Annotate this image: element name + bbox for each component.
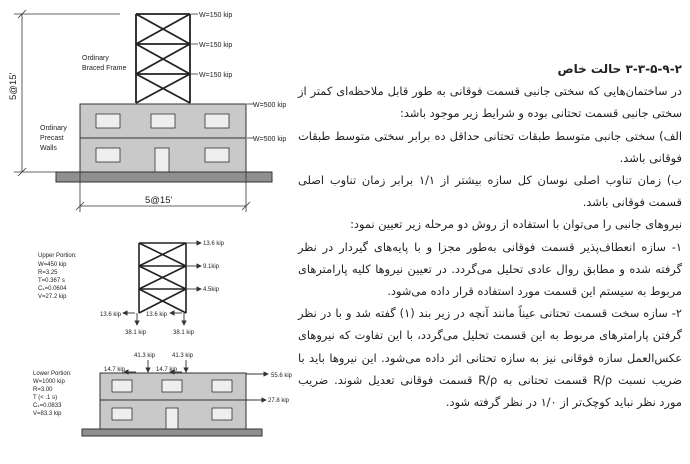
- height-dimension-label: 5@15': [8, 72, 19, 100]
- upper-param: R=3.25: [38, 270, 58, 276]
- condition-a: الف) سختی جانبی متوسط طبقات تحتانی حداقل ده برابر سختی متوسط طبقات فوقانی باشد.: [298, 128, 682, 165]
- lower-param: Cₛ=0.0833: [33, 403, 62, 409]
- step-2: ۲- سازه سخت قسمت تحتانی عیناً مانند آنچه در زیر بند (۱) گفته شد و با در نظر گرفتن پارامترهای مربوط به این قسمت تحلیل می‌گردد، با این تفاوت که نیروهای عکس‌العمل سازه فوقانی نیز به سازه تحتانی اثر داده می‌شود. این نیروها باید با ضریب نسبت R/ρ قسمت تحتانی به R/ρ قسمت فوقانی تعدیل شوند. ضریب مورد نظر نباید کوچک‌تر از ۱/۰ در نظر گرفته شود.: [298, 306, 683, 410]
- upper-param: Cₛ=0.0604: [38, 286, 67, 292]
- lower-param: V=83.3 kip: [33, 411, 62, 417]
- upper-param: T=0.367 s: [38, 278, 65, 284]
- top-elevation: [8, 10, 286, 212]
- lower-param: T (< .1 s): [33, 395, 58, 401]
- upper-portion-title: Upper Portion:: [38, 253, 77, 259]
- lower-portion-title: Lower Portion:: [33, 371, 72, 377]
- braced-frame-label: Ordinary: [82, 55, 109, 62]
- lower-ground-slab: [82, 429, 262, 436]
- upper-base-shear: 13.6 kip: [100, 312, 122, 318]
- lower-param: R=3.00: [33, 387, 53, 393]
- lower-top-shear: 14.7 kip: [156, 367, 178, 373]
- upper-lateral-force: 4.5kip: [203, 287, 220, 293]
- body-paragraph: نیروهای جانبی را می‌توان با استفاده از روش دو مرحله زیر تعیین نمود:: [350, 217, 682, 232]
- upper-portion-diagram: [38, 241, 225, 336]
- floor-load-label: W=500 kip: [253, 136, 287, 143]
- lower-top-shear: 14.7 kip: [104, 367, 126, 373]
- precast-walls-label: Walls: [40, 145, 57, 152]
- upper-base-reaction: 38.1 kip: [125, 330, 147, 336]
- upper-base-shear: 13.6 kip: [146, 312, 168, 318]
- lower-param: W=1000 kip: [33, 379, 65, 385]
- lower-top-reaction: 41.3 kip: [134, 353, 156, 359]
- story-load-label: W=150 kip: [199, 72, 233, 79]
- condition-b: ب) زمان تناوب اصلی نوسان کل سازه بیشتر از ۱/۱ برابر زمان تناوب اصلی قسمت فوقانی باشد.: [298, 173, 682, 210]
- width-dimension-label: 5@15': [145, 195, 173, 206]
- story-load-label: W=150 kip: [199, 42, 233, 49]
- body-paragraph: در ساختمان‌هایی که سختی جانبی قسمت فوقانی به طور قابل ملاحظه‌ای کمتر از سختی جانبی قسمت تحتانی بوده و شرایط زیر موجود باشد:: [298, 84, 682, 121]
- upper-base-reaction: 38.1 kip: [173, 330, 195, 336]
- floor-load-label: W=500 kip: [253, 102, 287, 109]
- lower-portion-diagram: [33, 353, 293, 436]
- lower-lateral-force: 55.6 kip: [271, 373, 293, 379]
- braced-frame-label: Braced Frame: [82, 65, 127, 72]
- ground-slab: [56, 172, 272, 182]
- story-load-label: W=150 kip: [199, 12, 233, 19]
- precast-walls-label: Ordinary: [40, 125, 67, 132]
- upper-param: V=27.2 kip: [38, 294, 67, 300]
- upper-lateral-force: 13.6 kip: [203, 241, 225, 247]
- upper-lateral-force: 9.1kip: [203, 264, 220, 270]
- section-heading: ۳-۳-۵-۹-۲ حالت خاص: [557, 62, 682, 76]
- precast-walls-label: Precast: [40, 135, 64, 142]
- persian-text-column: [298, 58, 682, 413]
- upper-param: W=450 kip: [38, 262, 67, 268]
- structural-figure: [0, 0, 300, 460]
- braced-frame: [136, 14, 190, 103]
- upper-braced-frame: [139, 243, 186, 313]
- lower-top-reaction: 41.3 kip: [172, 353, 194, 359]
- lower-lateral-force: 27.8 kip: [268, 398, 290, 404]
- step-1: ۱- سازه انعطاف‌پذیر قسمت فوقانی به‌طور مجزا و با پایه‌های گیردار در نظر گرفته شده و مطابق روال عادی تحلیل می‌گردد. در تعیین نیروها کلیه پارامترهای مربوط به سیستم این قسمت مورد استفاده قرار داده می‌شود.: [298, 239, 682, 299]
